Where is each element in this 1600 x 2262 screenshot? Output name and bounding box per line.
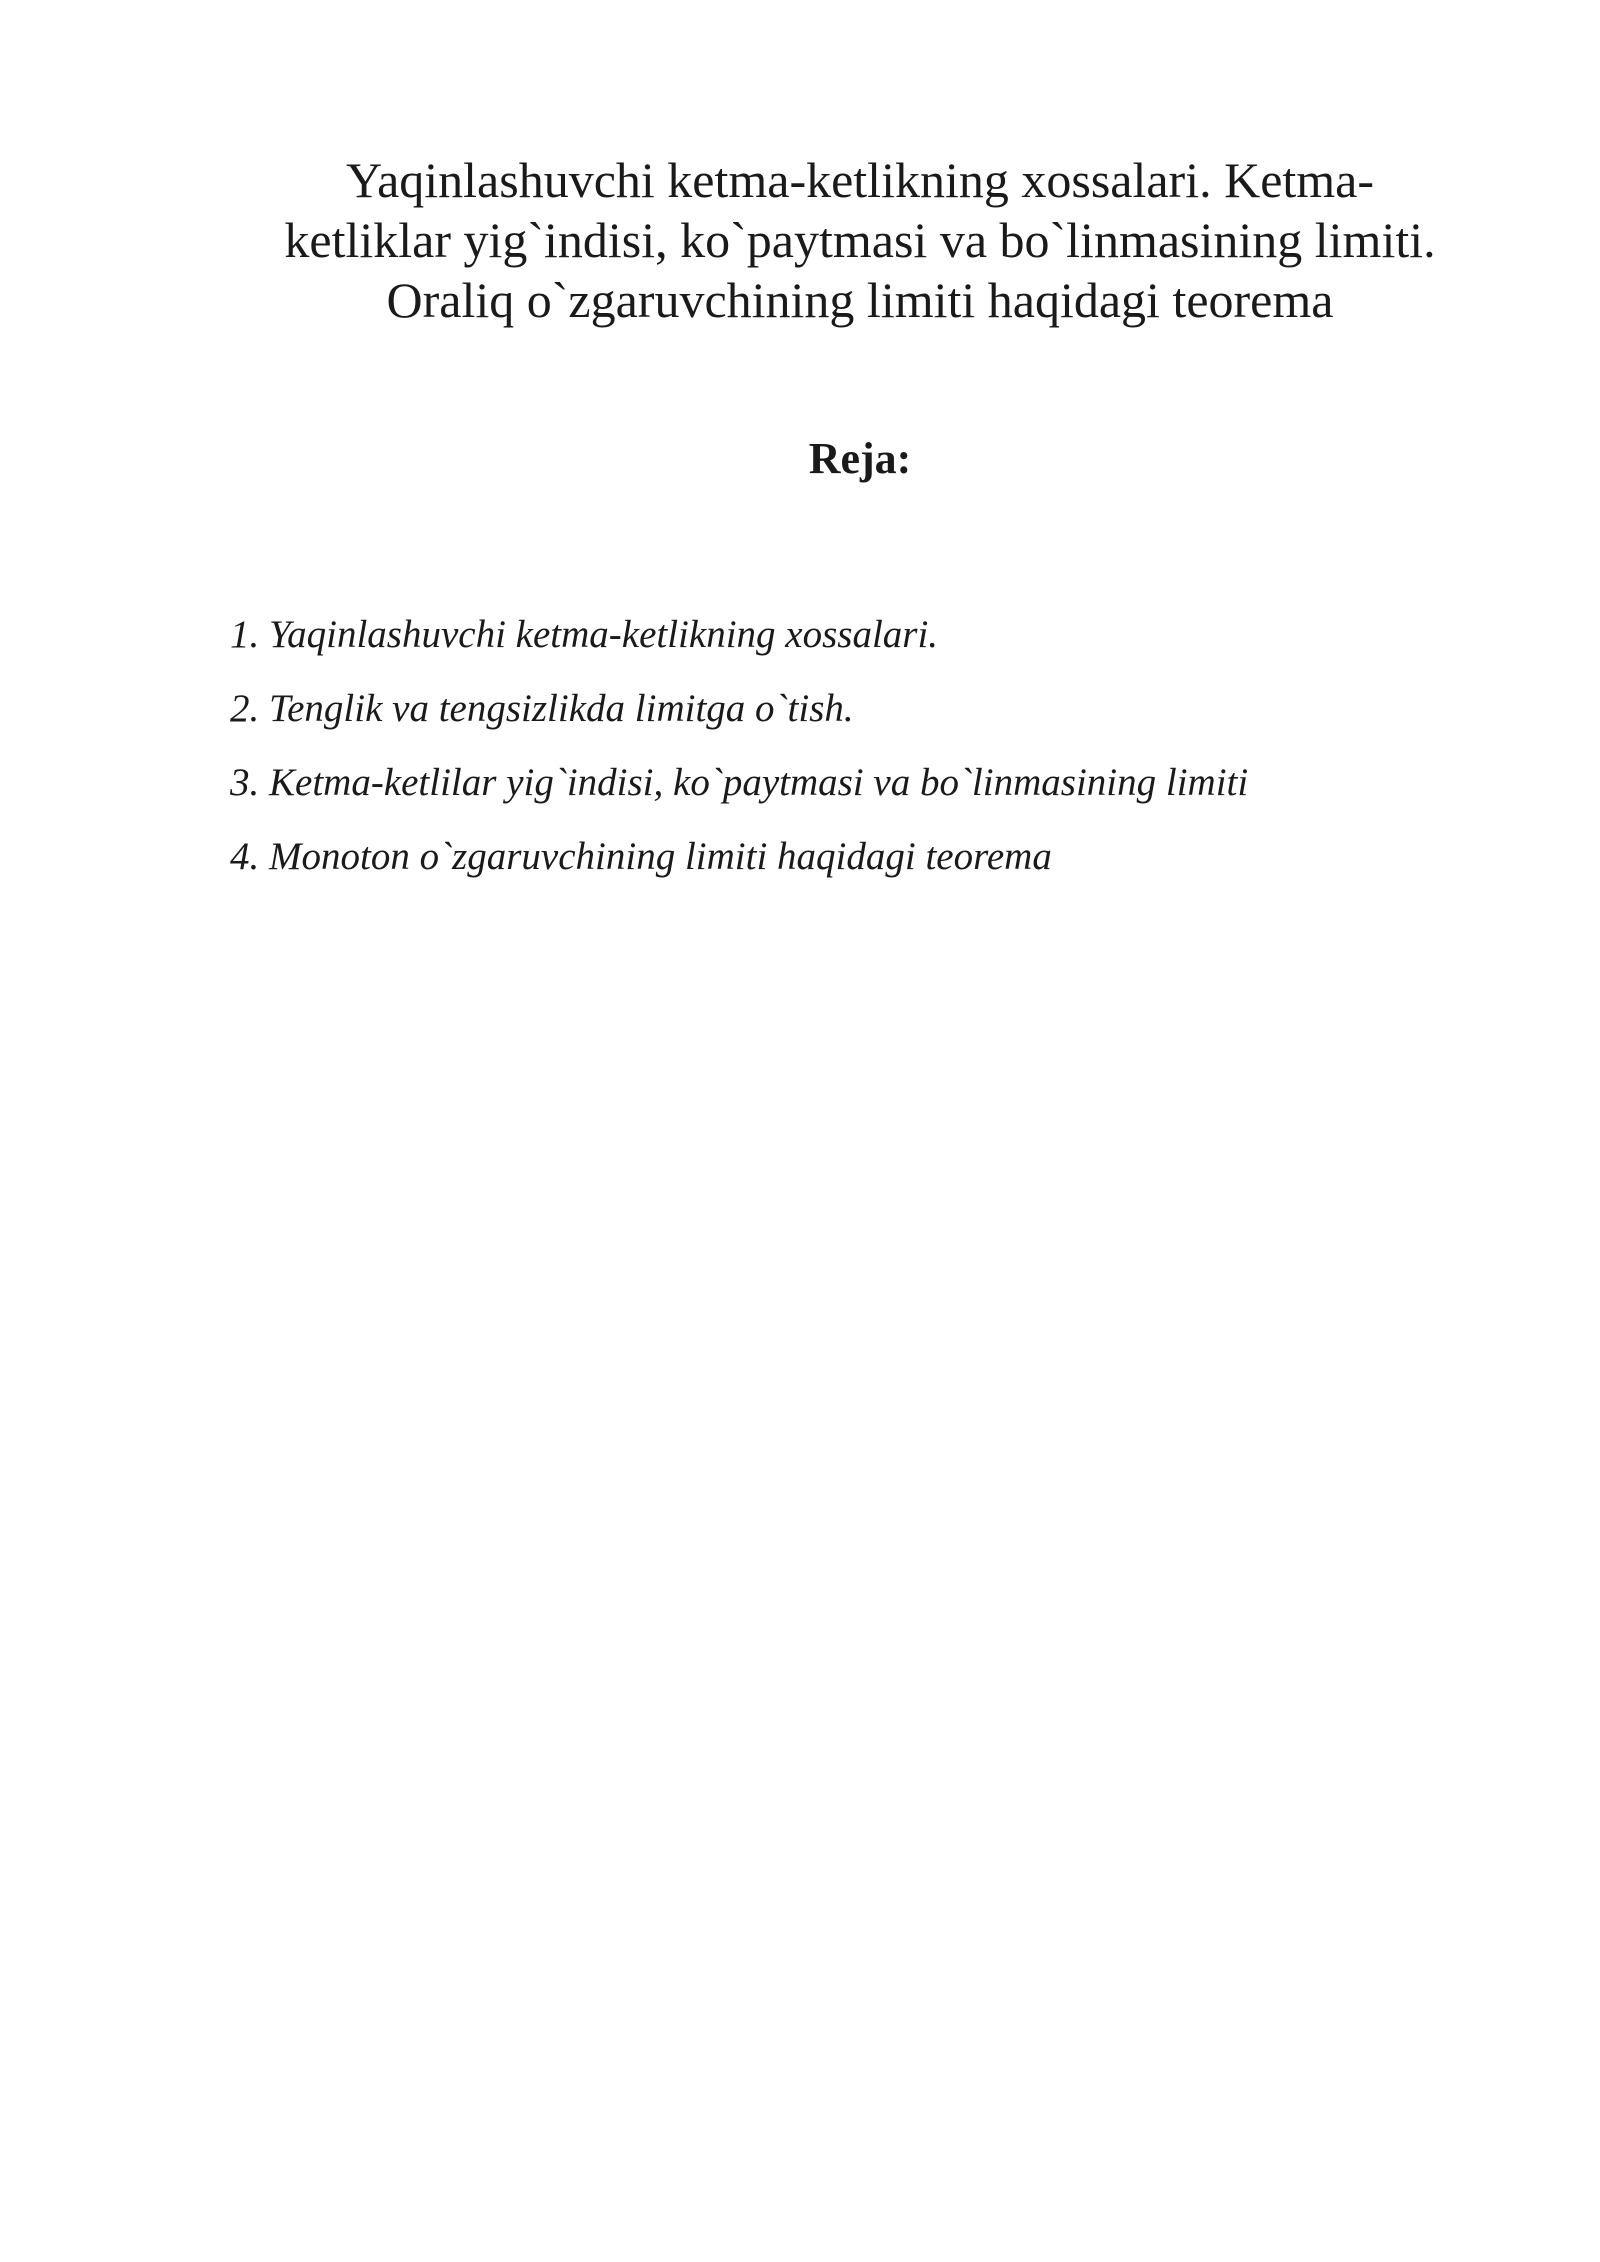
plan-heading: Reja:: [808, 434, 912, 483]
plan-item: 2. Tenglik va tengsizlikda limitga o`tish.: [230, 687, 854, 730]
plan-item: 3. Ketma-ketlilar yig`indisi, ko`paytmasi va bo`linmasining limiti: [230, 761, 1249, 804]
document-title: [200, 150, 1520, 330]
title-line: ketliklar yig`indisi, ko`paytmasi va bo`linmasining limiti.: [284, 212, 1436, 268]
title-line: Yaqinlashuvchi ketma-ketlikning xossalari. Ketma-: [345, 152, 1375, 208]
plan-item: 4. Monoton o`zgaruvchining limiti haqidagi teorema: [230, 835, 1052, 878]
title-line: Oraliq o`zgaruvchining limiti haqidagi teorema: [386, 272, 1334, 328]
plan-list: [230, 598, 1248, 894]
plan-item: 1. Yaqinlashuvchi ketma-ketlikning xossalari.: [230, 613, 939, 656]
